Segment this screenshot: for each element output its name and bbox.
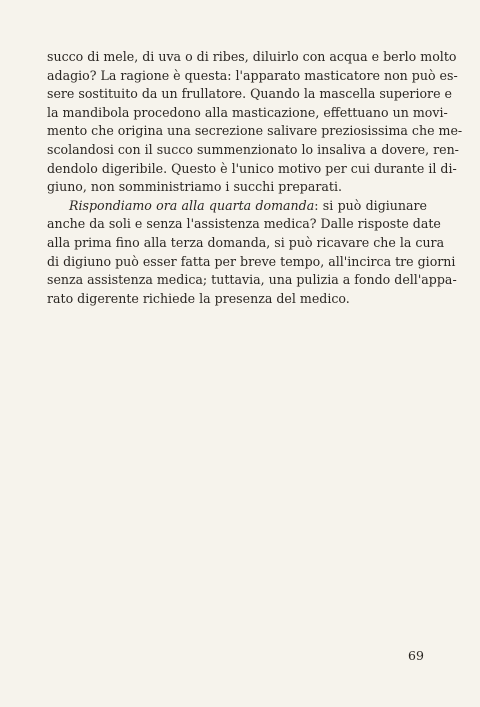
text-line: succo di mele, di uva o di ribes, diluirlo con acqua e berlo molto: [47, 49, 457, 64]
text-line: senza assistenza medica; tuttavia, una pulizia a fondo dell'appa-: [47, 272, 457, 288]
body-text: [47, 48, 463, 308]
text-line: sere sostituito da un frullatore. Quando la mascella superiore e: [47, 86, 452, 102]
text-line: dendolo digeribile. Questo è l'unico motivo per cui durante il di-: [47, 160, 457, 176]
text-line: rato digerente richiede la presenza del medico.: [47, 290, 350, 306]
paragraph-1: [47, 48, 463, 197]
italic-lead: Rispondiamo ora alla quarta domanda: [69, 197, 315, 213]
text-line: giuno, non somministriamo i succhi preparati.: [47, 179, 342, 195]
text-line: anche da soli e senza l'assistenza medica? Dalle risposte date: [47, 216, 441, 232]
page-number: 69: [408, 648, 424, 663]
text-line: mento che origina una secrezione salivare preziosissima che me-: [47, 123, 463, 139]
paragraph-2: [47, 197, 457, 309]
text-line: scolandosi con il succo summenzionato lo insaliva a dovere, ren-: [47, 141, 459, 157]
text-line: adagio? La ragione è questa: l'apparato masticatore non può es-: [47, 67, 458, 83]
text-line-first: [47, 197, 427, 216]
text-line: alla prima fino alla terza domanda, si può ricavare che la cura: [47, 234, 445, 250]
text-line: la mandibola procedono alla masticazione, effettuano un movi-: [47, 104, 448, 120]
text-line: di digiuno può esser fatta per breve tempo, all'incirca tre giorni: [47, 253, 456, 269]
first-line-rest: : si può digiunare: [314, 197, 427, 213]
